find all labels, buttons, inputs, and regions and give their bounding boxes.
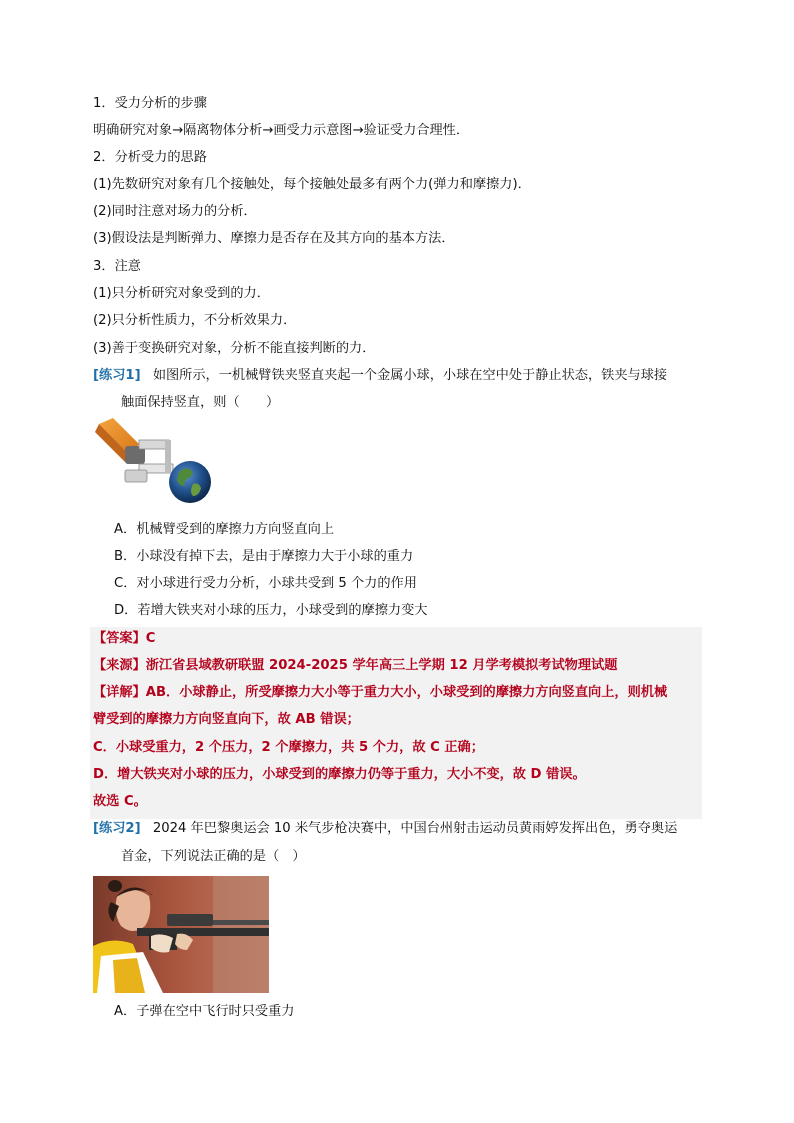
section-text-3b: (2)只分析性质力，不分析效果力．	[93, 313, 297, 328]
exercise-1-stem-line-2: 触面保持竖直，则（ ）	[121, 395, 280, 410]
answer-detail-2: 臂受到的摩擦力方向竖直向下，故 AB 错误；	[93, 712, 360, 727]
answer-detail-1: 【详解】AB．小球静止，所受摩擦力大小等于重力大小，小球受到的摩擦力方向竖直向上，则机械	[93, 685, 668, 700]
section-heading-1: 1．受力分析的步骤	[93, 96, 207, 111]
answer-detail-3: C．小球受重力，2 个压力，2 个摩擦力，共 5 个力，故 C 正确；	[93, 740, 484, 755]
answer-detail-5: 故选 C。	[93, 794, 147, 809]
answer-source: 【来源】浙江省县域教研联盟 2024-2025 学年高三上学期 12 月学考模拟考试物理试题	[93, 658, 618, 673]
exercise-2-option-a: A．子弹在空中飞行时只受重力	[114, 1004, 295, 1019]
section-text-3a: (1)只分析研究对象受到的力．	[93, 286, 270, 301]
exercise-1-stem-line-1: 如图所示，一机械臂铁夹竖直夹起一个金属小球，小球在空中处于静止状态，铁夹与球接	[152, 368, 668, 383]
exercise-2-stem	[93, 820, 677, 838]
exercise-1-stem	[93, 367, 667, 385]
robot-arm-globe-image	[95, 418, 217, 508]
exercise-2-tag: [练习2]	[93, 821, 141, 836]
answer-label: 【答案】C	[93, 631, 156, 646]
section-text-3c: (3)善于变换研究对象，分析不能直接判断的力．	[93, 341, 376, 356]
section-text-2c: (3)假设法是判断弹力、摩擦力是否存在及其方向的基本方法．	[93, 231, 455, 246]
exercise-2-stem-line-1: 2024 年巴黎奥运会 10 米气步枪决赛中，中国台州射击运动员黄雨婷发挥出色，勇夺奥运	[152, 821, 678, 836]
exercise-1-tag: [练习1]	[93, 368, 141, 383]
exercise-1-option-d: D．若增大铁夹对小球的压力，小球受到的摩擦力变大	[114, 603, 428, 618]
section-text-1: 明确研究对象→隔离物体分析→画受力示意图→验证受力合理性．	[93, 123, 470, 138]
section-text-2b: (2)同时注意对场力的分析．	[93, 204, 257, 219]
section-text-2a: (1)先数研究对象有几个接触处，每个接触处最多有两个力(弹力和摩擦力)．	[93, 177, 531, 192]
exercise-1-option-a: A．机械臂受到的摩擦力方向竖直向上	[114, 522, 335, 537]
exercise-2-stem-line-2: 首金，下列说法正确的是（ ）	[121, 849, 306, 864]
exercise-1-option-b: B．小球没有掉下去，是由于摩擦力大于小球的重力	[114, 549, 414, 564]
shooter-photo	[93, 876, 269, 993]
answer-detail-4: D．增大铁夹对小球的压力，小球受到的摩擦力仍等于重力，大小不变，故 D 错误。	[93, 767, 586, 782]
section-heading-2: 2．分析受力的思路	[93, 150, 207, 165]
section-heading-3: 3．注意	[93, 259, 141, 274]
exercise-1-option-c: C．对小球进行受力分析，小球共受到 5 个力的作用	[114, 576, 417, 591]
